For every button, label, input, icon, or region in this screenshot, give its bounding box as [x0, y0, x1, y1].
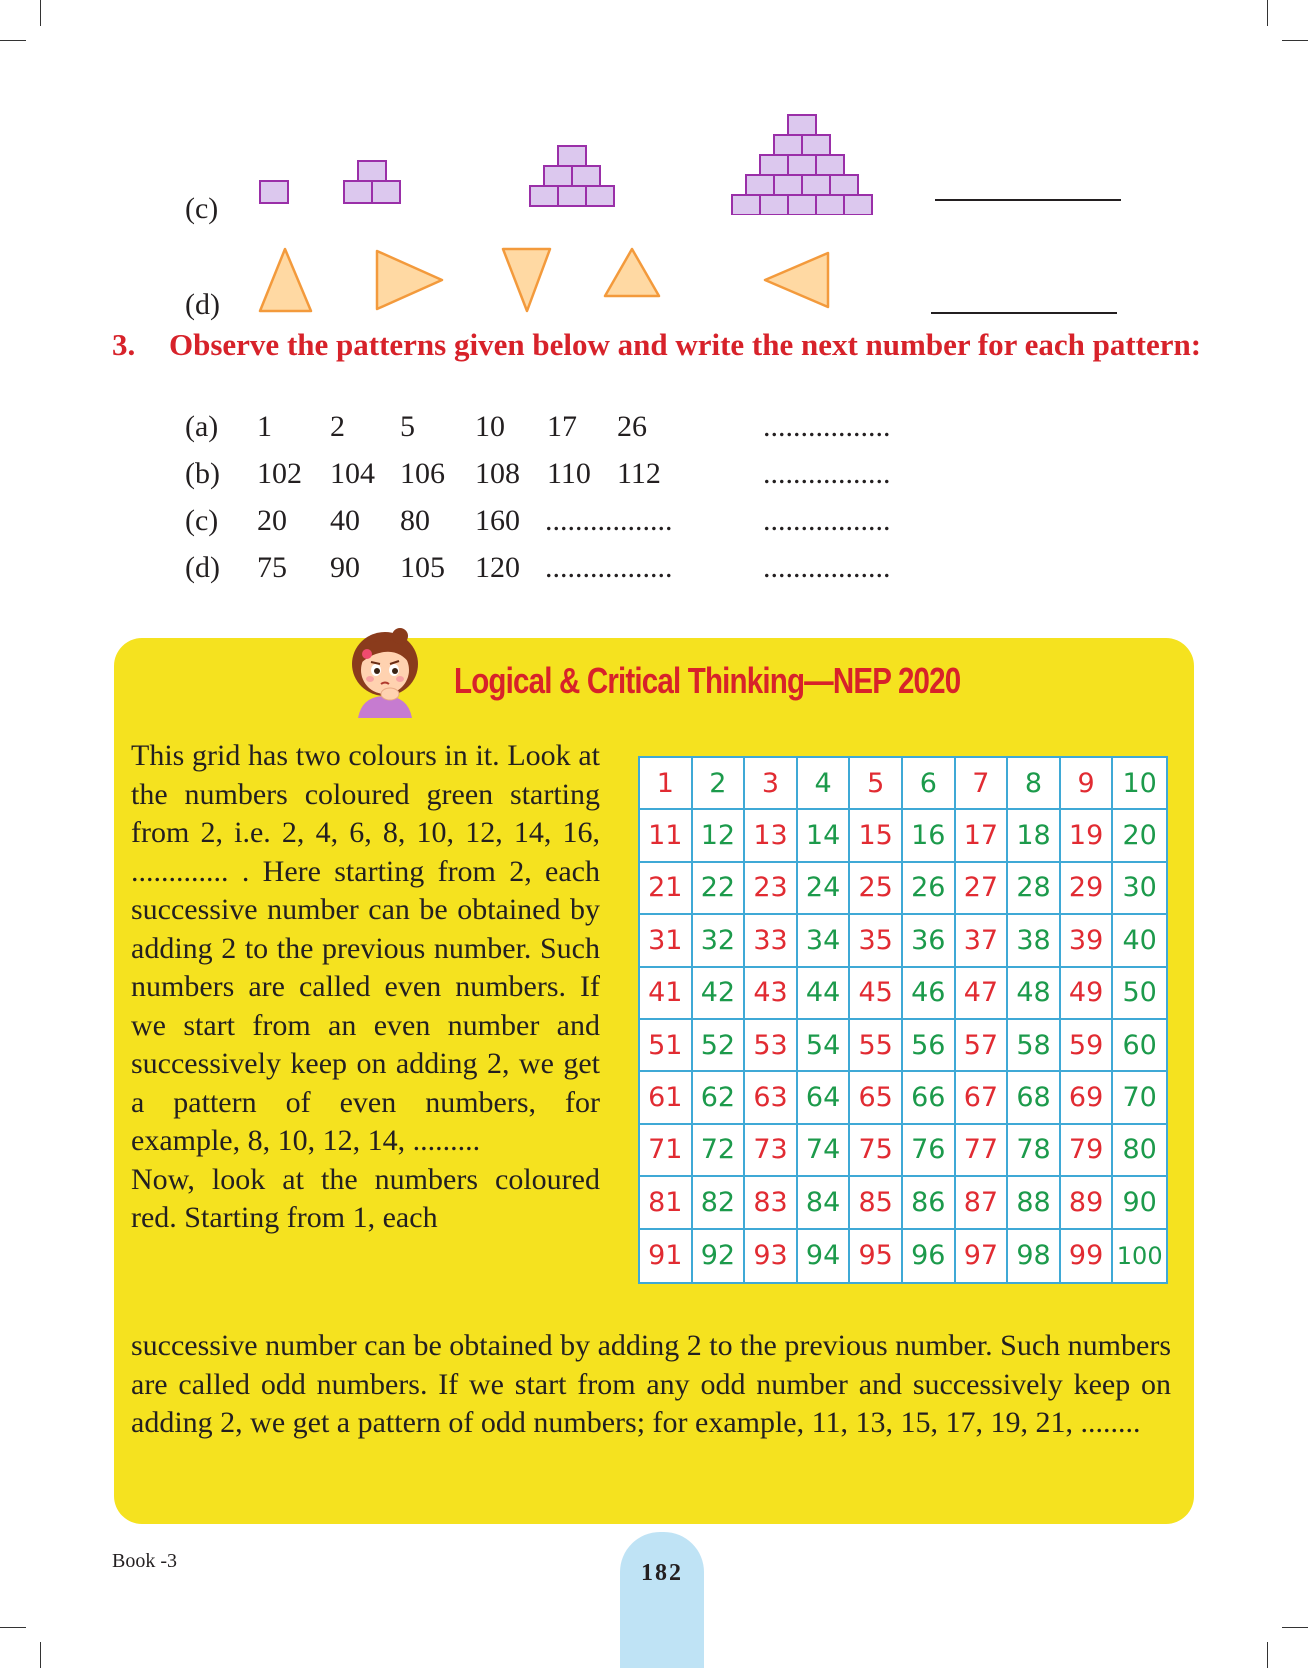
answer-blank[interactable]: .................: [545, 504, 673, 537]
even-number-cell: 94: [798, 1230, 851, 1282]
even-number-cell: 40: [1113, 915, 1166, 967]
block: [344, 181, 372, 203]
block: [358, 161, 386, 181]
answer-line-c[interactable]: [935, 199, 1121, 201]
block: [732, 195, 760, 215]
crop-mark: [0, 1627, 26, 1628]
odd-number-cell: 31: [640, 915, 693, 967]
odd-number-cell: 93: [745, 1230, 798, 1282]
triangle-right: [377, 251, 442, 309]
odd-number-cell: 39: [1061, 915, 1114, 967]
odd-number-cell: 57: [956, 1020, 1009, 1072]
triangle-up: [260, 249, 311, 311]
sequence-value: 40: [330, 504, 360, 537]
odd-number-cell: 87: [956, 1177, 1009, 1229]
even-number-cell: 22: [693, 863, 746, 915]
even-number-cell: 66: [903, 1072, 956, 1124]
row-label: (b): [185, 457, 220, 490]
sequence-value: 108: [475, 457, 520, 490]
even-number-cell: 48: [1008, 968, 1061, 1020]
paragraph-text: Now, look at the numbers coloured red. Starting from 1, each: [131, 1162, 600, 1234]
even-number-cell: 38: [1008, 915, 1061, 967]
odd-number-cell: 55: [850, 1020, 903, 1072]
odd-number-cell: 71: [640, 1125, 693, 1177]
block: [530, 186, 558, 206]
odd-number-cell: 11: [640, 810, 693, 862]
even-number-cell: 50: [1113, 968, 1166, 1020]
crop-mark: [0, 40, 26, 41]
question-3-heading: [112, 325, 1202, 365]
answer-blank[interactable]: .................: [763, 457, 891, 490]
triangle-pattern: [255, 245, 835, 319]
even-number-cell: 88: [1008, 1177, 1061, 1229]
sequence-value: 110: [547, 457, 591, 490]
odd-number-cell: 21: [640, 863, 693, 915]
block: [802, 175, 830, 195]
block: [760, 195, 788, 215]
block: [816, 155, 844, 175]
even-number-cell: 96: [903, 1230, 956, 1282]
block: [760, 155, 788, 175]
even-number-cell: 4: [798, 758, 851, 810]
odd-number-cell: 97: [956, 1230, 1009, 1282]
crop-mark: [1267, 1642, 1268, 1668]
odd-number-cell: 47: [956, 968, 1009, 1020]
even-number-cell: 76: [903, 1125, 956, 1177]
block: [830, 175, 858, 195]
triangle-down: [503, 249, 550, 311]
even-number-cell: 84: [798, 1177, 851, 1229]
question-text: Observe the patterns given below and write the next number for each pattern:: [169, 327, 1202, 362]
odd-number-cell: 95: [850, 1230, 903, 1282]
even-number-cell: 8: [1008, 758, 1061, 810]
odd-number-cell: 19: [1061, 810, 1114, 862]
odd-number-cell: 83: [745, 1177, 798, 1229]
sequence-value: 120: [475, 551, 520, 584]
even-number-cell: 92: [693, 1230, 746, 1282]
sequence-value: 105: [400, 551, 445, 584]
block: [746, 175, 774, 195]
page-number: 182: [641, 1560, 683, 1586]
even-number-cell: 36: [903, 915, 956, 967]
odd-number-cell: 75: [850, 1125, 903, 1177]
odd-number-cell: 23: [745, 863, 798, 915]
block: [802, 135, 830, 155]
question-d-label: (d): [185, 288, 220, 321]
even-number-cell: 80: [1113, 1125, 1166, 1177]
odd-number-cell: 7: [956, 758, 1009, 810]
block: [544, 166, 572, 186]
block: [816, 195, 844, 215]
odd-number-cell: 65: [850, 1072, 903, 1124]
even-number-cell: 32: [693, 915, 746, 967]
sequence-value: 160: [475, 504, 520, 537]
sequence-value: 5: [400, 410, 415, 443]
odd-number-cell: 85: [850, 1177, 903, 1229]
odd-number-cell: 67: [956, 1072, 1009, 1124]
block-pyramids-figure: [250, 110, 890, 215]
even-number-cell: 2: [693, 758, 746, 810]
odd-number-cell: 41: [640, 968, 693, 1020]
block: [774, 135, 802, 155]
sequence-value: 90: [330, 551, 360, 584]
even-number-cell: 60: [1113, 1020, 1166, 1072]
question-number: 3.: [112, 327, 136, 362]
even-number-cell: 62: [693, 1072, 746, 1124]
sequence-value: 112: [617, 457, 661, 490]
even-number-cell: 16: [903, 810, 956, 862]
answer-blank[interactable]: .................: [763, 504, 891, 537]
even-number-cell: 42: [693, 968, 746, 1020]
odd-number-cell: 33: [745, 915, 798, 967]
block: [558, 146, 586, 166]
number-grid: [638, 756, 1168, 1284]
block: [788, 155, 816, 175]
answer-line-d[interactable]: [931, 312, 1117, 314]
odd-number-cell: 53: [745, 1020, 798, 1072]
even-number-cell: 74: [798, 1125, 851, 1177]
sequence-value: 1: [257, 410, 272, 443]
odd-number-cell: 81: [640, 1177, 693, 1229]
block: [372, 181, 400, 203]
even-number-cell: 10: [1113, 758, 1166, 810]
even-number-cell: 52: [693, 1020, 746, 1072]
even-number-cell: 34: [798, 915, 851, 967]
odd-number-cell: 37: [956, 915, 1009, 967]
sequence-value: 104: [330, 457, 375, 490]
even-number-cell: 26: [903, 863, 956, 915]
answer-blank[interactable]: .................: [763, 410, 891, 443]
odd-number-cell: 43: [745, 968, 798, 1020]
odd-number-cell: 1: [640, 758, 693, 810]
odd-number-cell: 61: [640, 1072, 693, 1124]
even-number-cell: 6: [903, 758, 956, 810]
even-number-cell: 20: [1113, 810, 1166, 862]
sequence-value: 20: [257, 504, 287, 537]
book-label: Book -3: [112, 1550, 177, 1572]
even-number-cell: 30: [1113, 863, 1166, 915]
odd-number-cell: 15: [850, 810, 903, 862]
odd-number-cell: 77: [956, 1125, 1009, 1177]
thinking-girl-icon: [340, 626, 430, 722]
even-number-cell: 46: [903, 968, 956, 1020]
even-number-cell: 12: [693, 810, 746, 862]
sequence-value: 80: [400, 504, 430, 537]
crop-mark: [1267, 0, 1268, 26]
block: [788, 115, 816, 135]
even-number-cell: 70: [1113, 1072, 1166, 1124]
even-number-cell: 64: [798, 1072, 851, 1124]
crop-mark: [1282, 1627, 1308, 1628]
row-label: (d): [185, 551, 220, 584]
odd-number-cell: 49: [1061, 968, 1114, 1020]
block: [586, 186, 614, 206]
row-label: (c): [185, 504, 219, 537]
row-label: (a): [185, 410, 219, 443]
sequence-value: 106: [400, 457, 445, 490]
even-number-cell: 56: [903, 1020, 956, 1072]
block: [260, 181, 288, 203]
block: [558, 186, 586, 206]
block-pattern: [250, 110, 890, 219]
even-number-cell: 78: [1008, 1125, 1061, 1177]
even-number-cell: 72: [693, 1125, 746, 1177]
odd-number-cell: 63: [745, 1072, 798, 1124]
sequence-value: 102: [257, 457, 302, 490]
odd-number-cell: 35: [850, 915, 903, 967]
sequence-value: 17: [547, 410, 577, 443]
even-number-cell: 100: [1116, 1241, 1163, 1270]
odd-number-cell: 73: [745, 1125, 798, 1177]
odd-number-cell: 45: [850, 968, 903, 1020]
sequence-value: 26: [617, 410, 647, 443]
even-number-cell: 90: [1113, 1177, 1166, 1229]
odd-number-cell: 17: [956, 810, 1009, 862]
even-number-cell: 24: [798, 863, 851, 915]
odd-number-cell: 29: [1061, 863, 1114, 915]
crop-mark: [40, 1642, 41, 1668]
triangle-figure: [255, 245, 835, 315]
even-number-cell: 54: [798, 1020, 851, 1072]
sequence-value: 10: [475, 410, 505, 443]
page-number-tab: [620, 1532, 704, 1668]
odd-number-cell: 51: [640, 1020, 693, 1072]
crop-mark: [1282, 40, 1308, 41]
odd-number-cell: 5: [850, 758, 903, 810]
block: [572, 166, 600, 186]
block: [788, 195, 816, 215]
odd-number-cell: 89: [1061, 1177, 1114, 1229]
even-number-cell: 18: [1008, 810, 1061, 862]
odd-number-cell: 25: [850, 863, 903, 915]
even-number-cell: 58: [1008, 1020, 1061, 1072]
even-numbers-paragraph: [131, 737, 600, 1238]
even-number-cell: 68: [1008, 1072, 1061, 1124]
even-number-cell: 14: [798, 810, 851, 862]
even-number-cell: 86: [903, 1177, 956, 1229]
odd-number-cell: 27: [956, 863, 1009, 915]
odd-number-cell: 13: [745, 810, 798, 862]
even-number-cell: 82: [693, 1177, 746, 1229]
triangle-up: [605, 249, 659, 296]
block: [844, 195, 872, 215]
odd-number-cell: 91: [640, 1230, 693, 1282]
odd-numbers-paragraph: successive number can be obtained by adding 2 to the previous number. Such numbers are called odd numbers. If we start from any odd number and successively keep on adding 2, we get a pattern of odd numbers; for example, 11, 13, 15, 17, 19, 21, ........: [131, 1329, 1171, 1439]
crop-mark: [40, 0, 41, 26]
sequence-value: 75: [257, 551, 287, 584]
block: [774, 175, 802, 195]
answer-blank[interactable]: .................: [545, 551, 673, 584]
question-c-label: (c): [185, 192, 219, 225]
paragraph-text: This grid has two colours in it. Look at the numbers coloured green starting from 2, i.e. 2, 4, 6, 8, 10, 12, 14, 16, ............. . Here starting from 2, each successive number can be obtained by adding 2 to the previous number. Such numbers are called even numbers. If we start from an even number and successively keep on adding 2, we get a pattern of even numbers, for example, 8, 10, 12, 14, .........: [131, 739, 600, 1157]
odd-number-cell: 9: [1061, 758, 1114, 810]
odd-number-cell: 69: [1061, 1072, 1114, 1124]
odd-number-cell: 99: [1061, 1230, 1114, 1282]
odd-number-cell: 79: [1061, 1125, 1114, 1177]
triangle-left: [765, 253, 828, 307]
odd-number-cell: 3: [745, 758, 798, 810]
sequence-value: 2: [330, 410, 345, 443]
answer-blank[interactable]: .................: [763, 551, 891, 584]
even-number-cell: 98: [1008, 1230, 1061, 1282]
even-number-cell: 44: [798, 968, 851, 1020]
box-title: Logical & Critical Thinking—NEP 2020: [454, 660, 961, 701]
odd-number-cell: 59: [1061, 1020, 1114, 1072]
even-number-cell: 28: [1008, 863, 1061, 915]
